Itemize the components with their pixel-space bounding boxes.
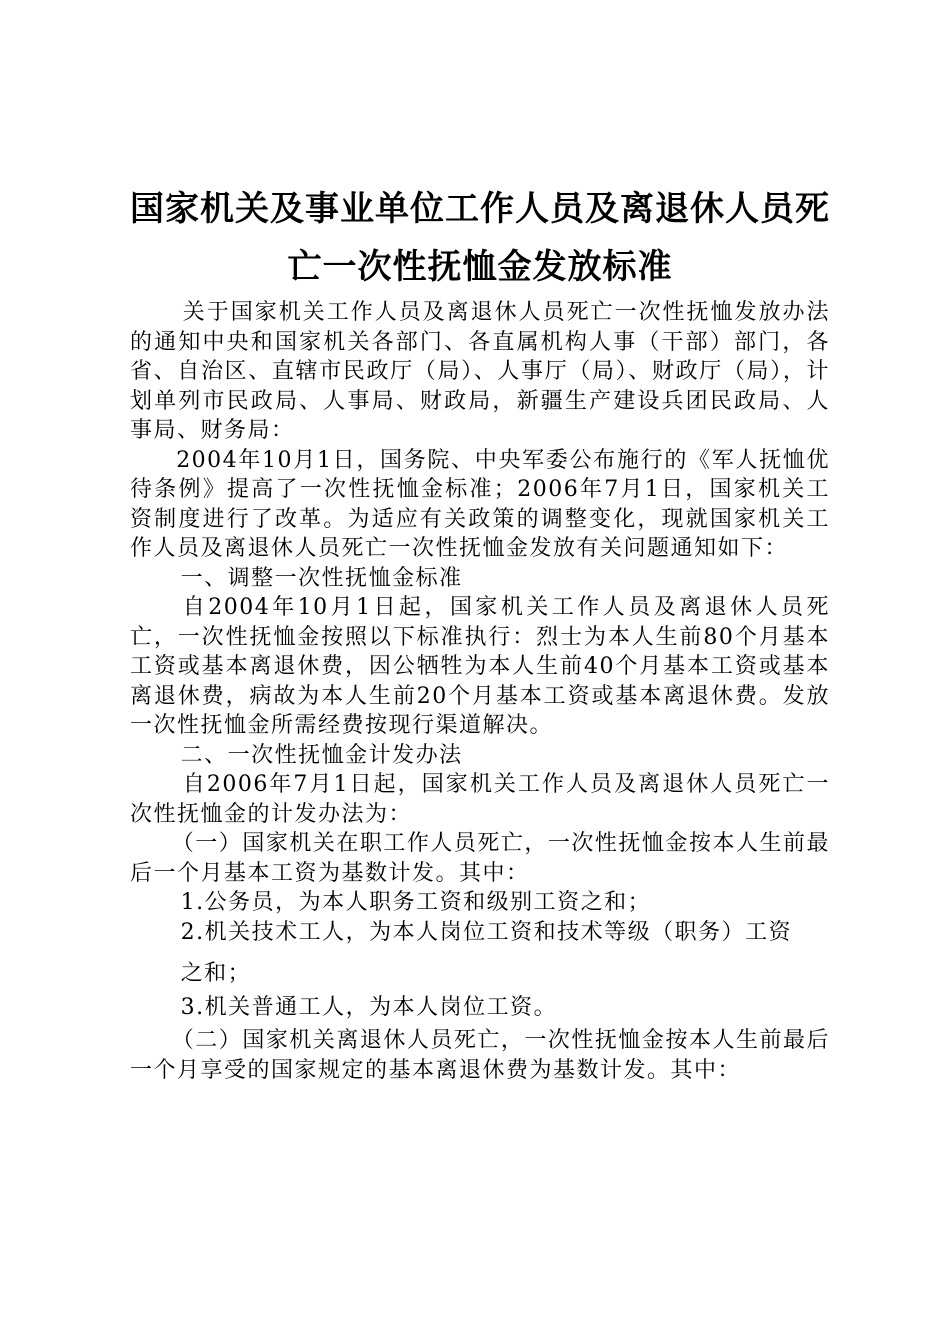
paragraph-intro: 关于国家机关工作人员及离退休人员死亡一次性抚恤发放办法的通知中央和国家机关各部门、各直属机构人事（干部）部门，各省、自治区、直辖市民政厅（局）、人事厅（局）、财政厅（局），计划单列市民政局、人事局、财政局，新疆生产建设兵团民政局、人事局、财务局： (130, 300, 830, 443)
list-item-2-continuation: 之和； (180, 961, 252, 986)
section-heading-2: 二、一次性抚恤金计发办法 (180, 742, 463, 768)
title-line-2: 亡一次性抚恤金发放标准 (287, 247, 673, 287)
paragraph-method: 自2006年7月1日起，国家机关工作人员及离退休人员死亡一次性抚恤金的计发办法为： (130, 772, 830, 827)
list-item-3: 3.机关普通工人，为本人岗位工资。 (180, 994, 558, 1020)
list-item-1: 1.公务员，为本人职务工资和级别工资之和； (180, 890, 652, 915)
document-page (130, 180, 830, 1085)
section-heading-1: 一、调整一次性抚恤金标准 (180, 565, 463, 591)
paragraph-standard: 自2004年10月1日起，国家机关工作人员及离退休人员死亡，一次性抚恤金按照以下标准执行：烈士为本人生前80个月基本工资或基本离退休费，因公牺牲为本人生前40个月基本工资或基本离退休费，病故为本人生前20个月基本工资或基本离退休费。发放一次性抚恤金所需经费按现行渠道解决。 (130, 595, 830, 738)
list-item-2: 2.机关技术工人，为本人岗位工资和技术等级（职务）工资 (180, 919, 793, 945)
paragraph-background: 2004年10月1日，国务院、中央军委公布施行的《军人抚恤优待条例》提高了一次性抚恤金标准；2006年7月1日，国家机关工资制度进行了改革。为适应有关政策的调整变化，现就国家机关工作人员及离退休人员死亡一次性抚恤金发放有关问题通知如下： (130, 447, 830, 561)
title-line-1: 国家机关及事业单位工作人员及离退休人员死 (130, 189, 830, 229)
paragraph-sub-2: （二）国家机关离退休人员死亡，一次性抚恤金按本人生前最后一个月享受的国家规定的基本离退休费为基数计发。其中： (130, 1028, 830, 1083)
document-title (130, 180, 830, 296)
document-body (130, 298, 830, 1085)
paragraph-sub-1: （一）国家机关在职工作人员死亡，一次性抚恤金按本人生前最后一个月基本工资为基数计发。其中： (130, 831, 830, 886)
